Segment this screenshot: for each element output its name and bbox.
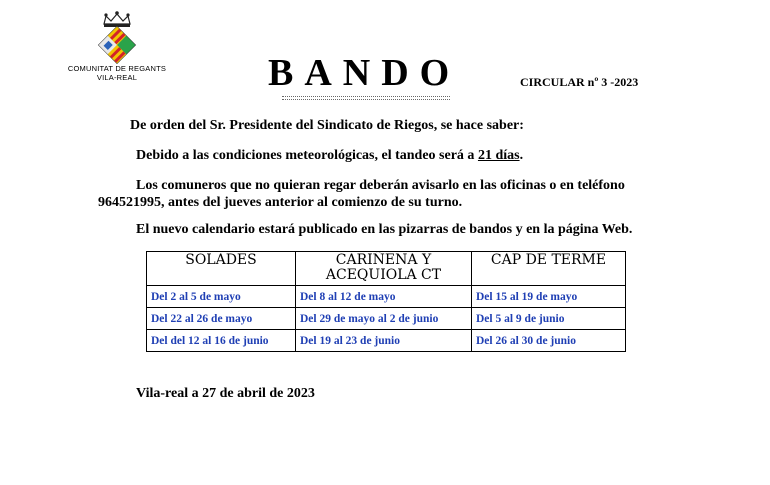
logo-text-line1: COMUNITAT DE REGANTS	[67, 64, 167, 73]
table-cell: Del 19 al 23 de junio	[296, 330, 472, 352]
table-row	[147, 308, 626, 330]
irrigation-calendar-table	[146, 251, 626, 352]
intro-paragraph: De orden del Sr. Presidente del Sindicato de Riegos, se hace saber:	[130, 118, 524, 133]
table-cell: Del 15 al 19 de mayo	[472, 286, 626, 308]
circular-number: CIRCULAR nº 3 -2023	[520, 75, 639, 89]
notice-line-1: Los comuneros que no quieran regar deberán avisarlo en las oficinas o en teléfono	[136, 178, 625, 193]
table-cell: Del 2 al 5 de mayo	[147, 286, 296, 308]
table-cell: Del 29 de mayo al 2 de junio	[296, 308, 472, 330]
column-header-cap-de-terme: CAP DE TERME	[472, 252, 626, 286]
table-cell: Del del 12 al 16 de junio	[147, 330, 296, 352]
document-title: BANDO	[268, 52, 461, 94]
table-cell: Del 8 al 12 de mayo	[296, 286, 472, 308]
tandeo-period: .	[519, 148, 524, 163]
calendar-notice: El nuevo calendario estará publicado en las pizarras de bandos y en la página Web.	[136, 222, 633, 237]
table-header-row	[147, 252, 626, 286]
column-header-solades: SOLADES	[147, 252, 296, 286]
signature-date: Vila-real a 27 de abril de 2023	[136, 386, 315, 401]
table-cell: Del 22 al 26 de mayo	[147, 308, 296, 330]
table-row	[147, 286, 626, 308]
tandeo-days: 21 días	[477, 148, 520, 163]
organization-logo	[62, 10, 172, 82]
coat-of-arms-icon	[96, 10, 138, 64]
title-underline	[282, 96, 450, 100]
table-cell: Del 5 al 9 de junio	[472, 308, 626, 330]
notice-line-2: 964521995, antes del jueves anterior al comienzo de su turno.	[98, 195, 463, 210]
logo-text-line2: VILA-REAL	[96, 73, 138, 82]
column-header-carinena: CARIÑENA Y ACEQUIOLA CT	[296, 252, 472, 286]
table-row	[147, 330, 626, 352]
table-cell: Del 26 al 30 de junio	[472, 330, 626, 352]
tandeo-paragraph	[136, 147, 523, 164]
tandeo-text: Debido a las condiciones meteorológicas, el tandeo será a	[136, 148, 478, 163]
